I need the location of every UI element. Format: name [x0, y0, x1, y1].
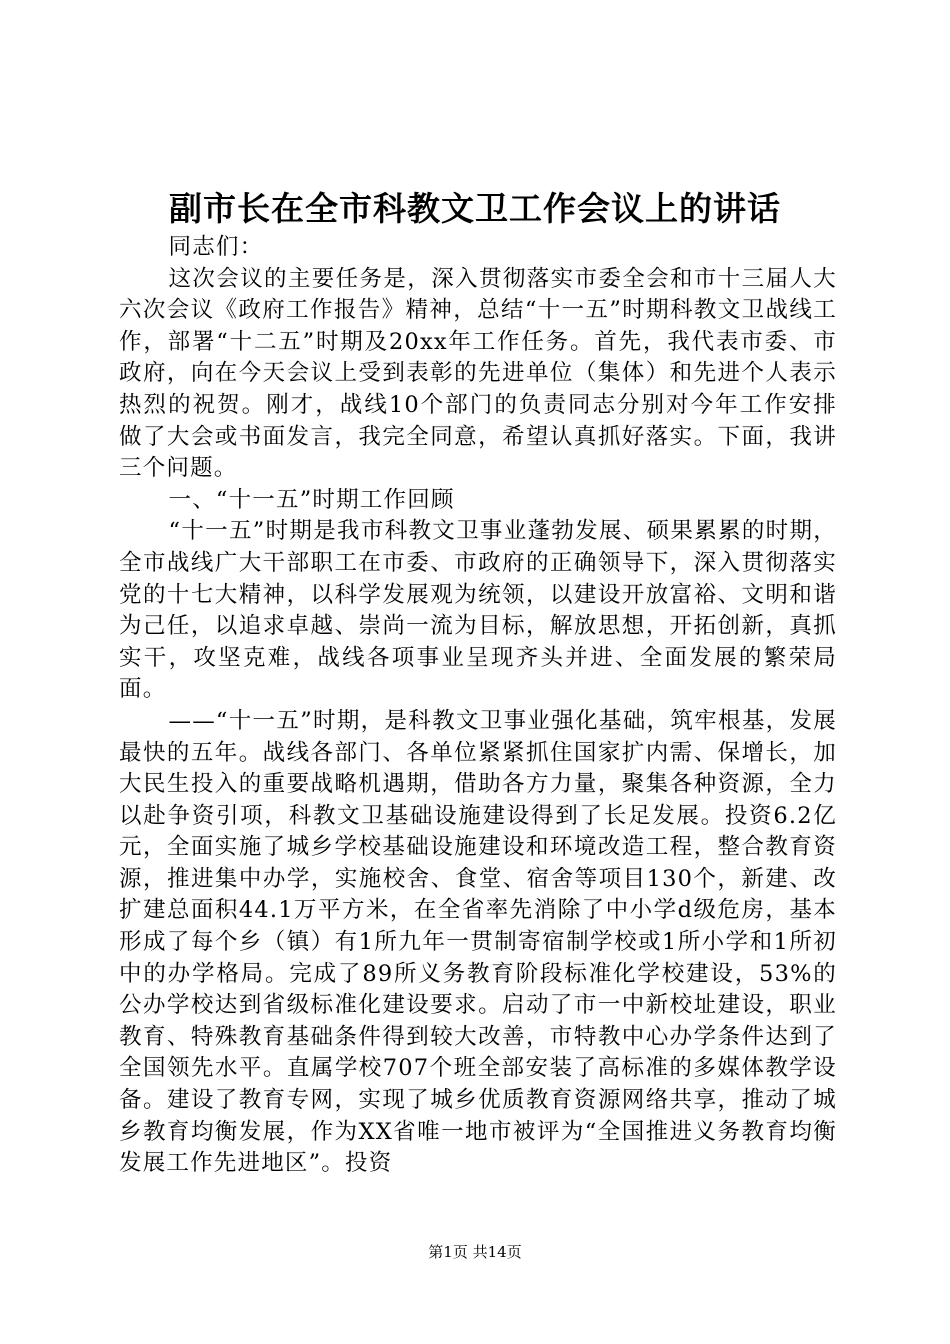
page-number-footer: 第1页 共14页	[428, 1243, 522, 1261]
section-heading: 一、“十一五”时期工作回顾	[168, 486, 455, 513]
intro-paragraph: 这次会议的主要任务是，深入贯彻落实市委全会和市十三届人大六次会议《政府工作报告》精神，总结“十一五”时期科教文卫战线工作，部署“十二五”时期及20xx年工作任务。首先，我代表市委、市政府，向在今天会议上受到表彰的先进单位（集体）和先进个人表示热烈的祝贺。刚才，战线10个部门的负责同志分别对今年工作安排做了大会或书面发言，我完全同意，希望认真抓好落实。下面，我讲三个问题。	[119, 265, 837, 482]
salutation-paragraph: 同志们：	[168, 234, 264, 260]
document-title: 副市长在全市科教文卫工作会议上的讲话	[169, 189, 781, 228]
infrastructure-paragraph: ——“十一五”时期，是科教文卫事业强化基础，筑牢根基，发展最快的五年。战线各部门、各单位紧紧抓住国家扩内需、保增长，加大民生投入的重要战略机遇期，借助各方力量，聚集各种资源，全力以赴争资引项，科教文卫基础设施建设得到了长足发展。投资6.2亿元，全面实施了城乡学校基础设施建设和环境改造工程，整合教育资源，推进集中办学，实施校舍、食堂、宿舍等项目130个，新建、改扩建总面积44.1万平方米，在全省率先消除了中小学d级危房，基本形成了每个乡（镇）有1所九年一贯制寄宿制学校或1所小学和1所初中的办学格局。完成了89所义务教育阶段标准化学校建设，53%的公办学校达到省级标准化建设要求。启动了市一中新校址建设，职业教育、特殊教育基础条件得到较大改善，市特教中心办学条件达到了全国领先水平。直属学校707个班全部安装了高标准的多媒体教学设备。建设了教育专网，实现了城乡优质教育资源网络共享，推动了城乡教育均衡发展，作为XX省唯一地市被评为“全国推进义务教育均衡发展工作先进地区”。投资	[119, 707, 837, 1177]
review-paragraph: “十一五”时期是我市科教文卫事业蓬勃发展、硕果累累的时期，全市战线广大干部职工在市委、市政府的正确领导下，深入贯彻落实党的十七大精神，以科学发展观为统领，以建设开放富裕、文明和谐为己任，以追求卓越、崇尚一流为目标，解放思想，开拓创新，真抓实干，攻坚克难，战线各项事业呈现齐头并进、全面发展的繁荣局面。	[119, 518, 837, 703]
document-body	[119, 232, 837, 1180]
